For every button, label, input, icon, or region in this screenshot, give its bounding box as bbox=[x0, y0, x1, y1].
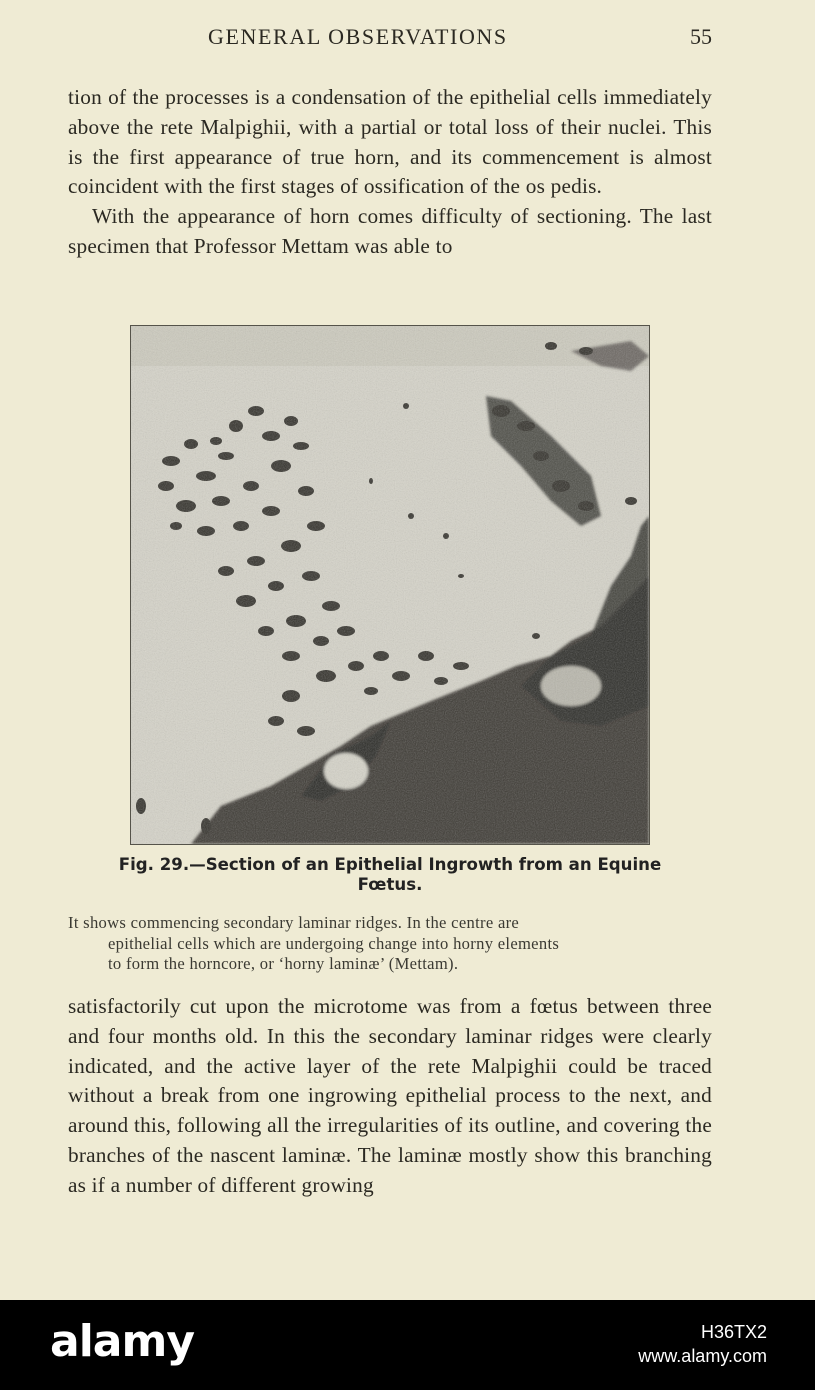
page-header bbox=[68, 24, 712, 54]
caption-line: Fœtus. bbox=[357, 875, 423, 894]
paragraph: With the appearance of horn comes difficulty of sectioning. The last specimen that Professor Mettam was able to bbox=[68, 204, 712, 258]
micrograph-image bbox=[131, 326, 649, 844]
stock-photo-footer bbox=[0, 1300, 815, 1390]
body-text-bottom bbox=[68, 992, 712, 1201]
image-id-block bbox=[638, 1320, 767, 1368]
paragraph: tion of the processes is a condensation of the epithelial cells immediately above the rete Malpighii, with a partial or total loss of their nuclei. This is the first appearance of true horn, and its commencement is almost coincident with the first stages of ossification of the os pedis. bbox=[68, 85, 712, 199]
figure-caption bbox=[68, 855, 712, 895]
caption-line: Fig. 29.—Section of an Epithelial Ingrowth from an Equine bbox=[118, 855, 662, 874]
running-head: GENERAL OBSERVATIONS bbox=[208, 24, 508, 49]
image-id: H36TX2 bbox=[700, 1322, 767, 1342]
body-text-top bbox=[68, 83, 712, 262]
note-line: epithelial cells which are undergoing change into horny elements bbox=[108, 933, 560, 953]
paragraph: satisfactorily cut upon the microtome was from a fœtus between three and four months old. In this the secondary laminar ridges were clearly indicated, and the active layer of the rete Malpighii could be traced without a break from one ingrowing epithelial process to the next, and around this, following all the irregularities of its outline, and covering the branches of the nascent laminæ. The laminæ mostly show this branching as if a number of different growing bbox=[68, 994, 712, 1197]
page-number: 55 bbox=[690, 24, 712, 49]
brand-logo: alamy bbox=[50, 1316, 194, 1367]
figure-note bbox=[68, 913, 716, 975]
micrograph-figure bbox=[130, 325, 650, 845]
note-line: It shows commencing secondary laminar ridges. In the centre are bbox=[68, 913, 520, 932]
note-line: to form the horncore, or ‘horny laminæ’ (Mettam). bbox=[108, 954, 459, 973]
site-url: www.alamy.com bbox=[638, 1346, 767, 1366]
